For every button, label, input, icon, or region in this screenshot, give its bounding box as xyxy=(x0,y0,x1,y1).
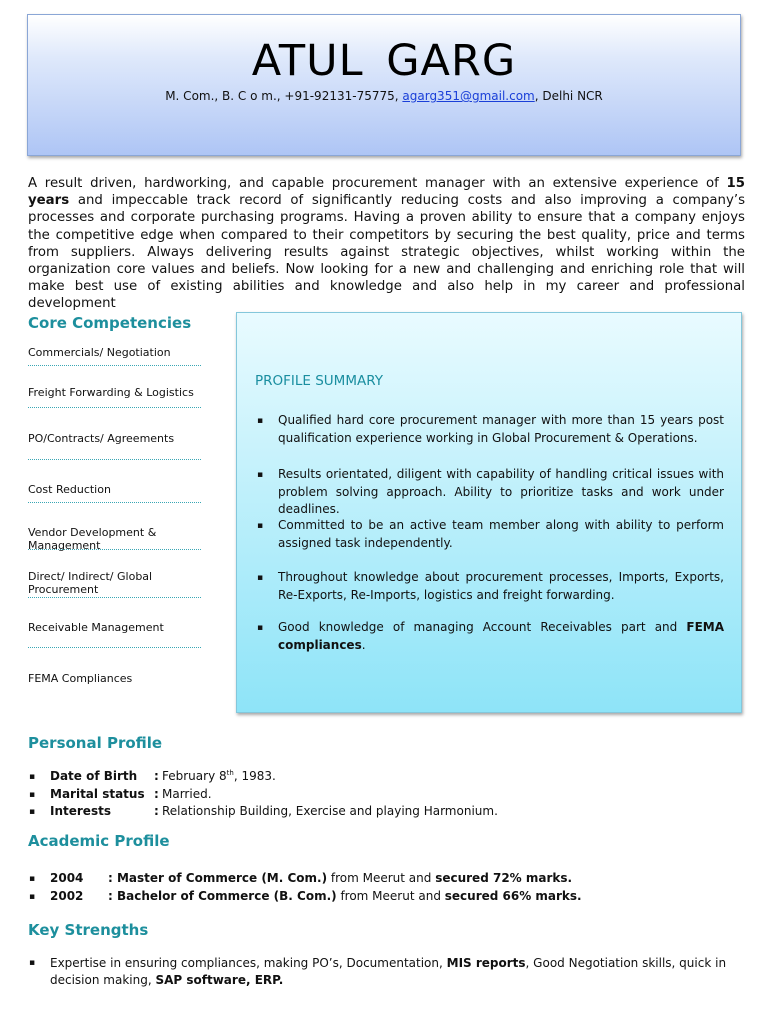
dob-label: Date of Birth xyxy=(50,769,138,783)
marital-label: Marital status xyxy=(50,787,145,801)
bullet-icon: ▪ xyxy=(29,892,36,902)
competency-item: Commercials/ Negotiation xyxy=(28,346,171,359)
bullet-icon: ▪ xyxy=(29,874,36,884)
contact-line xyxy=(28,89,740,103)
divider xyxy=(28,597,201,598)
competency-item: FEMA Compliances xyxy=(28,672,133,685)
degrees: M. Com., B. C o m., xyxy=(165,89,281,103)
competency-item: PO/Contracts/ Agreements xyxy=(28,432,175,445)
summary-item xyxy=(278,619,724,654)
competency-item: Receivable Management xyxy=(28,621,164,634)
academic-profile-title: Academic Profile xyxy=(28,832,170,850)
bullet-icon: ▪ xyxy=(29,807,36,817)
intro-text-2: and impeccable track record of significantly reducing costs and also improving a company’s processes and corporate purchasing programs. Having a proven ability to ensure that a company enjoys the competitive edge when compared to their competitors by securing the best quality, price and terms from suppliers. Always delivering results against strategic objectives, whilst working within the organization core values and beliefs. Now looking for a new and challenging and enriching role that will make best use of existing abilities and knowledge and also help in my career and professional development xyxy=(28,193,745,312)
interests-label: Interests xyxy=(50,804,111,818)
bullet-icon: ▪ xyxy=(29,958,36,968)
academic-result: secured 72% marks. xyxy=(435,871,573,885)
divider xyxy=(28,407,201,408)
bullet-icon: ▪ xyxy=(257,416,264,426)
strengths-bold-2: SAP software, ERP. xyxy=(155,973,284,987)
personal-profile-title: Personal Profile xyxy=(28,734,163,752)
divider xyxy=(28,549,201,550)
academic-institution: from Meerut and xyxy=(336,889,445,903)
strengths-part-2: , Good Negotiation skills, quick in decision making, xyxy=(50,956,727,987)
bullet-icon: ▪ xyxy=(257,521,264,531)
bullet-icon: ▪ xyxy=(257,470,264,480)
summary-item: Qualified hard core procurement manager with more than 15 years post qualification experience working in Global Procurement & Operations. xyxy=(278,413,724,445)
profile-summary-box xyxy=(236,312,742,713)
dob-value xyxy=(162,769,276,783)
dob-year: , 1983. xyxy=(233,769,276,783)
header-banner xyxy=(27,14,741,156)
intro-paragraph xyxy=(28,175,745,313)
divider xyxy=(28,647,201,648)
academic-entry xyxy=(108,889,582,903)
strengths-part-1: Expertise in ensuring compliances, making PO’s, Documentation, xyxy=(50,956,447,970)
phone-number: +91-92131-75775, xyxy=(284,89,399,103)
intro-bold: 15 years xyxy=(28,176,745,209)
academic-entry xyxy=(108,871,572,885)
interests-separator: : xyxy=(154,804,159,818)
academic-degree: : Bachelor of Commerce (B. Com.) xyxy=(108,889,337,903)
summary-item: Throughout knowledge about procurement processes, Imports, Exports, Re-Exports, Re-Imports, logistics and freight forwarding. xyxy=(278,570,724,602)
core-competencies-title: Core Competencies xyxy=(28,314,192,332)
academic-institution: from Meerut and xyxy=(327,871,436,885)
summary-last-end: . xyxy=(361,637,366,652)
location: , Delhi NCR xyxy=(534,89,603,103)
strengths-text xyxy=(50,955,730,989)
summary-last-bold: FEMA compliances xyxy=(278,620,724,652)
marital-separator: : xyxy=(154,787,159,801)
strengths-bold-1: MIS reports xyxy=(446,956,526,970)
competency-item: Vendor Development & Management xyxy=(28,526,157,552)
bullet-icon: ▪ xyxy=(257,623,264,633)
academic-year: 2004 xyxy=(50,871,84,885)
academic-year: 2002 xyxy=(50,889,84,903)
summary-item: Results orientated, diligent with capability of handling critical issues with problem solving approach. Ability to prioritize tasks and work under deadlines. xyxy=(278,467,724,516)
divider xyxy=(28,459,201,460)
bullet-icon: ▪ xyxy=(257,573,264,583)
summary-last-text: Good knowledge of managing Account Receivables part and xyxy=(278,620,687,634)
competency-item: Direct/ Indirect/ Global Procurement xyxy=(28,570,153,596)
academic-result: secured 66% marks. xyxy=(444,889,582,903)
academic-degree: : Master of Commerce (M. Com.) xyxy=(108,871,328,885)
dob-superscript: th xyxy=(226,769,234,777)
profile-summary-title: PROFILE SUMMARY xyxy=(255,373,383,389)
email-link[interactable]: agarg351@gmail.com xyxy=(402,89,535,103)
summary-item: Committed to be an active team member along with ability to perform assigned task independently. xyxy=(278,518,724,550)
intro-text-1: A result driven, hardworking, and capable procurement manager with an extensive experience of xyxy=(28,176,727,191)
candidate-name: ATUL GARG xyxy=(251,36,517,86)
key-strengths-title: Key Strengths xyxy=(28,921,149,939)
competency-item: Freight Forwarding & Logistics xyxy=(28,386,194,399)
divider xyxy=(28,502,201,503)
marital-value: Married. xyxy=(162,787,212,801)
dob-date: February 8 xyxy=(162,769,227,783)
interests-value: Relationship Building, Exercise and playing Harmonium. xyxy=(162,804,498,818)
divider xyxy=(28,365,201,366)
bullet-icon: ▪ xyxy=(29,790,36,800)
competency-item: Cost Reduction xyxy=(28,483,111,496)
bullet-icon: ▪ xyxy=(29,772,36,782)
dob-separator: : xyxy=(154,769,159,783)
